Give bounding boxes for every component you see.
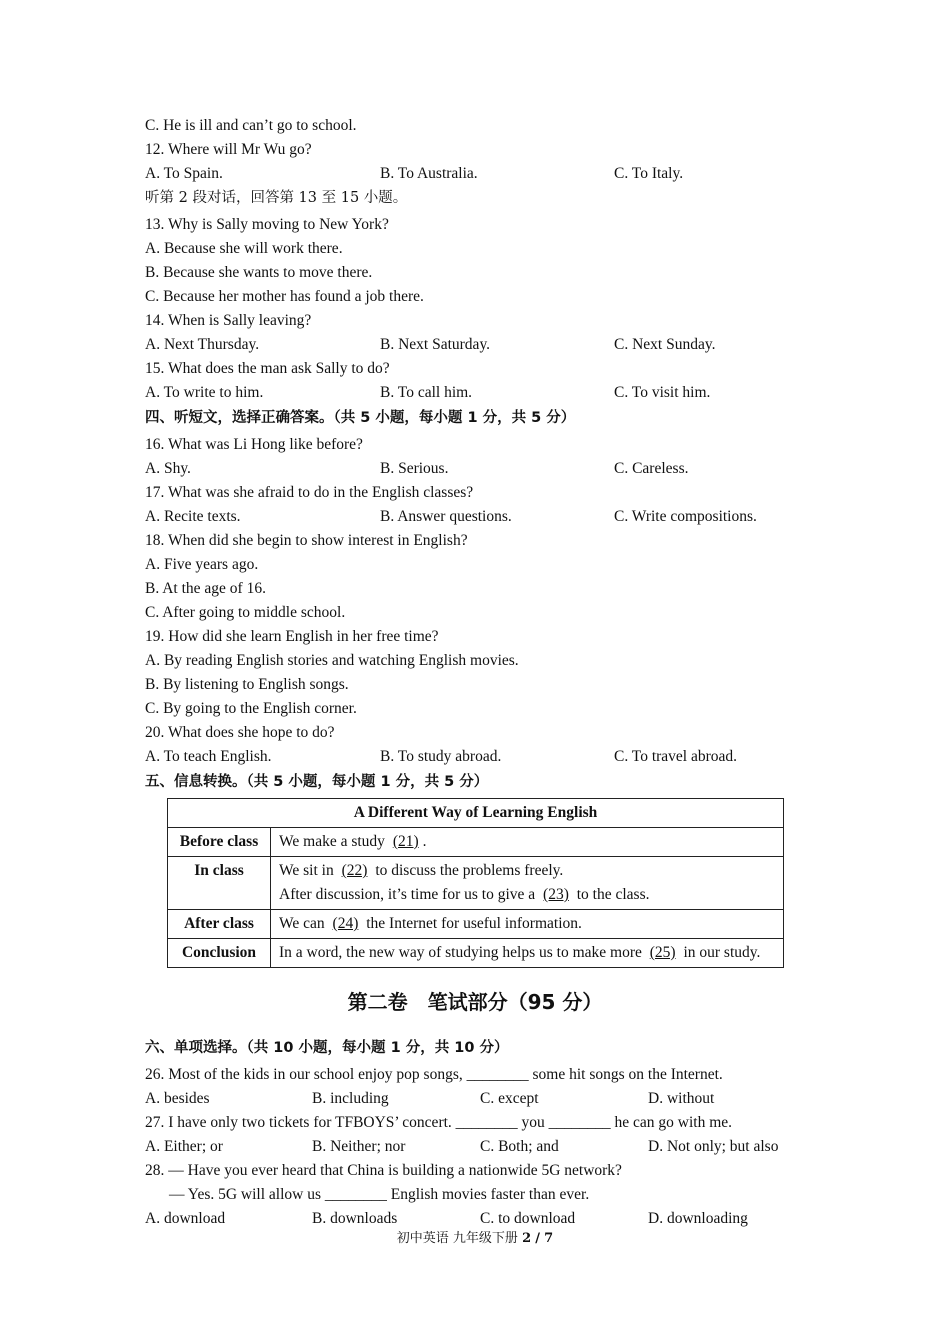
q27-option-a: A. Either; or (145, 1138, 223, 1155)
blank-21: (21) (392, 833, 419, 850)
blank-22: (22) (341, 862, 368, 879)
q19-option-c: C. By going to the English corner. (145, 700, 357, 717)
q15-option-b: B. To call him. (380, 384, 473, 401)
section4-header: 四、听短文，选择正确答案。（共 5 小题，每小题 1 分，共 5 分） (145, 410, 576, 426)
q14-option-c: C. Next Sunday. (614, 336, 716, 353)
footer-total-pages: 7 (544, 1231, 554, 1246)
q11-option-c: C. He is ill and can’t go to school. (145, 117, 357, 134)
q13-question: 13. Why is Sally moving to New York? (145, 216, 389, 233)
q12-question: 12. Where will Mr Wu go? (145, 141, 312, 158)
q28-question: 28. — Have you ever heard that China is building a nationwide 5G network? (145, 1162, 622, 1179)
after-class-cell (271, 910, 784, 939)
dialogue2-instruction: 听第 2 段对话，回答第 13 至 15 小题。 (145, 190, 408, 206)
q20-question: 20. What does she hope to do? (145, 724, 335, 741)
footer-separator: / (535, 1231, 541, 1246)
q19-option-a: A. By reading English stories and watching English movies. (145, 652, 519, 669)
part2-title: 第二卷 笔试部分（95 分） (347, 990, 603, 1014)
q20-option-c: C. To travel abroad. (614, 748, 738, 765)
q15-question: 15. What does the man ask Sally to do? (145, 360, 390, 377)
blank-23: (23) (543, 886, 569, 903)
section6-header: 六、单项选择。（共 10 小题，每小题 1 分，共 10 分） (145, 1040, 509, 1056)
q14-option-a: A. Next Thursday. (145, 336, 260, 353)
after-class-post: the Internet for useful information. (366, 915, 582, 932)
q27-option-d: D. Not only; but also (648, 1138, 779, 1155)
before-class-end: . (422, 833, 427, 850)
q27-question: 27. I have only two tickets for TFBOYS’ concert. ________ you ________ he can go with me. (145, 1114, 733, 1131)
q26-option-d: D. without (648, 1090, 715, 1107)
after-class-pre: We can (279, 915, 325, 932)
q14-question: 14. When is Sally leaving? (145, 312, 312, 329)
q16-option-a: A. Shy. (145, 460, 191, 477)
section5-header: 五、信息转换。（共 5 小题，每小题 1 分，共 5 分） (145, 774, 489, 790)
q18-option-a: A. Five years ago. (145, 556, 259, 573)
q13-option-a: A. Because she will work there. (145, 240, 343, 257)
q17-question: 17. What was she afraid to do in the English classes? (145, 484, 474, 501)
q18-option-c: C. After going to middle school. (145, 604, 346, 621)
in-class-label: In class (168, 857, 271, 910)
q13-option-b: B. Because she wants to move there. (145, 264, 373, 281)
q20-option-b: B. To study abroad. (380, 748, 502, 765)
conclusion-pre: In a word, the new way of studying helps us to make more (279, 944, 642, 961)
in-class-line-2-pre: After discussion, it’s time for us to give a (279, 886, 536, 903)
q12-option-c: C. To Italy. (614, 165, 684, 182)
before-class-text: We make a study (279, 833, 385, 850)
q19-option-b: B. By listening to English songs. (145, 676, 349, 693)
q15-option-c: C. To visit him. (614, 384, 711, 401)
q13-option-c: C. Because her mother has found a job there. (145, 288, 424, 305)
q26-option-b: B. including (312, 1090, 389, 1107)
q28-option-d: D. downloading (648, 1210, 748, 1227)
page-footer (0, 1230, 950, 1248)
q28-option-b: B. downloads (312, 1210, 398, 1227)
in-class-cell (271, 857, 784, 910)
info-table (167, 798, 784, 968)
footer-label: 初中英语 九年级下册 (396, 1231, 518, 1246)
q17-option-a: A. Recite texts. (145, 508, 241, 525)
conclusion-post: in our study. (683, 944, 761, 961)
in-class-line-2 (279, 883, 775, 907)
q27-option-c: C. Both; and (480, 1138, 559, 1155)
blank-25: (25) (649, 944, 676, 961)
q18-question: 18. When did she begin to show interest in English? (145, 532, 468, 549)
conclusion-label: Conclusion (168, 939, 271, 968)
q18-option-b: B. At the age of 16. (145, 580, 266, 597)
q12-option-b: B. To Australia. (380, 165, 478, 182)
in-class-line-1 (279, 859, 775, 883)
in-class-line-1-post: to discuss the problems freely. (375, 862, 564, 879)
info-table-title: A Different Way of Learning English (168, 799, 784, 828)
footer-page-number: 2 (522, 1231, 532, 1246)
blank-24: (24) (332, 915, 359, 932)
q16-question: 16. What was Li Hong like before? (145, 436, 363, 453)
in-class-line-1-pre: We sit in (279, 862, 334, 879)
q17-option-c: C. Write compositions. (614, 508, 757, 525)
q28-option-c: C. to download (480, 1210, 576, 1227)
q20-option-a: A. To teach English. (145, 748, 272, 765)
q19-question: 19. How did she learn English in her free time? (145, 628, 439, 645)
in-class-line-2-post: to the class. (576, 886, 650, 903)
q26-option-a: A. besides (145, 1090, 210, 1107)
after-class-label: After class (168, 910, 271, 939)
q26-option-c: C. except (480, 1090, 539, 1107)
q28-answer-line: — Yes. 5G will allow us ________ English movies faster than ever. (169, 1186, 590, 1203)
q26-question: 26. Most of the kids in our school enjoy pop songs, ________ some hit songs on the Internet. (145, 1066, 723, 1083)
before-class-cell (271, 828, 784, 857)
q16-option-b: B. Serious. (380, 460, 449, 477)
q16-option-c: C. Careless. (614, 460, 689, 477)
q12-option-a: A. To Spain. (145, 165, 223, 182)
q27-option-b: B. Neither; nor (312, 1138, 406, 1155)
q17-option-b: B. Answer questions. (380, 508, 512, 525)
before-class-label: Before class (168, 828, 271, 857)
q14-option-b: B. Next Saturday. (380, 336, 491, 353)
q15-option-a: A. To write to him. (145, 384, 264, 401)
q28-option-a: A. download (145, 1210, 226, 1227)
conclusion-cell (271, 939, 784, 968)
